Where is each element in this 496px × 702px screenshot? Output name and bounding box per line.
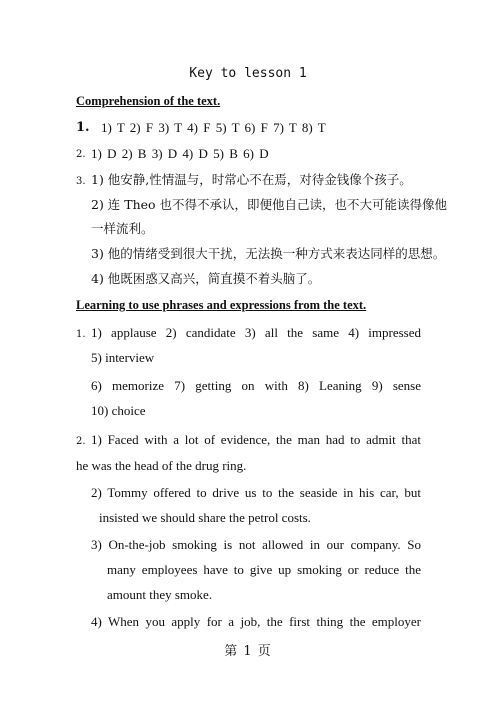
answer-line: 1) D 2) B 3) D 4) D 5) B 6) D — [91, 146, 269, 161]
list-number: 3. — [76, 176, 86, 187]
sentence-line: 2) Tommy offered to drive us to the seaside in his car, but — [91, 485, 421, 500]
sentence-line: 3) On-the-job smoking is not allowed in our company. So — [91, 537, 421, 552]
sentence-line: he was the head of the drug ring. — [76, 458, 247, 473]
section-heading-comprehension: Comprehension of the text. — [76, 94, 221, 108]
sentence-line: insisted we should share the petrol costs. — [99, 510, 311, 525]
translation-line: 1) 他安静,性情温与，时常心不在焉，对待金钱像个孩子。 — [91, 172, 412, 187]
answer-line: 5) interview — [91, 350, 155, 365]
page-number: 第 1 页 — [224, 644, 272, 659]
list-number: 2. — [76, 149, 86, 160]
section-heading-phrases: Learning to use phrases and expressions from the text. — [76, 298, 367, 312]
translation-line: 一样流利。 — [91, 221, 154, 236]
answer-line: 1) applause 2) candidate 3) all the same 4) impressed — [91, 325, 421, 340]
list-number: 2. — [76, 436, 86, 447]
list-number: 1. — [76, 120, 90, 135]
sentence-line: 4) When you apply for a job, the first thing the employer — [91, 614, 421, 629]
answer-line: 1) T 2) F 3) T 4) F 5) T 6) F 7) T 8) T — [101, 120, 326, 135]
list-number: 1. — [76, 329, 86, 340]
answer-line: 10) choice — [91, 403, 146, 418]
translation-line: 3) 他的情绪受到很大干扰，无法换一种方式来表达同样的思想。 — [91, 246, 446, 261]
answer-line: 6) memorize 7) getting on with 8) Leaning 9) sense — [91, 378, 421, 393]
sentence-line: many employees have to give up smoking or reduce the — [107, 562, 421, 577]
page-title: Key to lesson 1 — [189, 66, 307, 81]
translation-line: 2) 连 Theo 也不得不承认，即便他自己读，也不大可能读得像他 — [91, 197, 448, 212]
sentence-line: 1) Faced with a lot of evidence, the man had to admit that — [91, 432, 421, 447]
sentence-line: amount they smoke. — [107, 587, 213, 602]
translation-line: 4) 他既困惑又高兴，简直摸不着头脑了。 — [91, 271, 321, 286]
